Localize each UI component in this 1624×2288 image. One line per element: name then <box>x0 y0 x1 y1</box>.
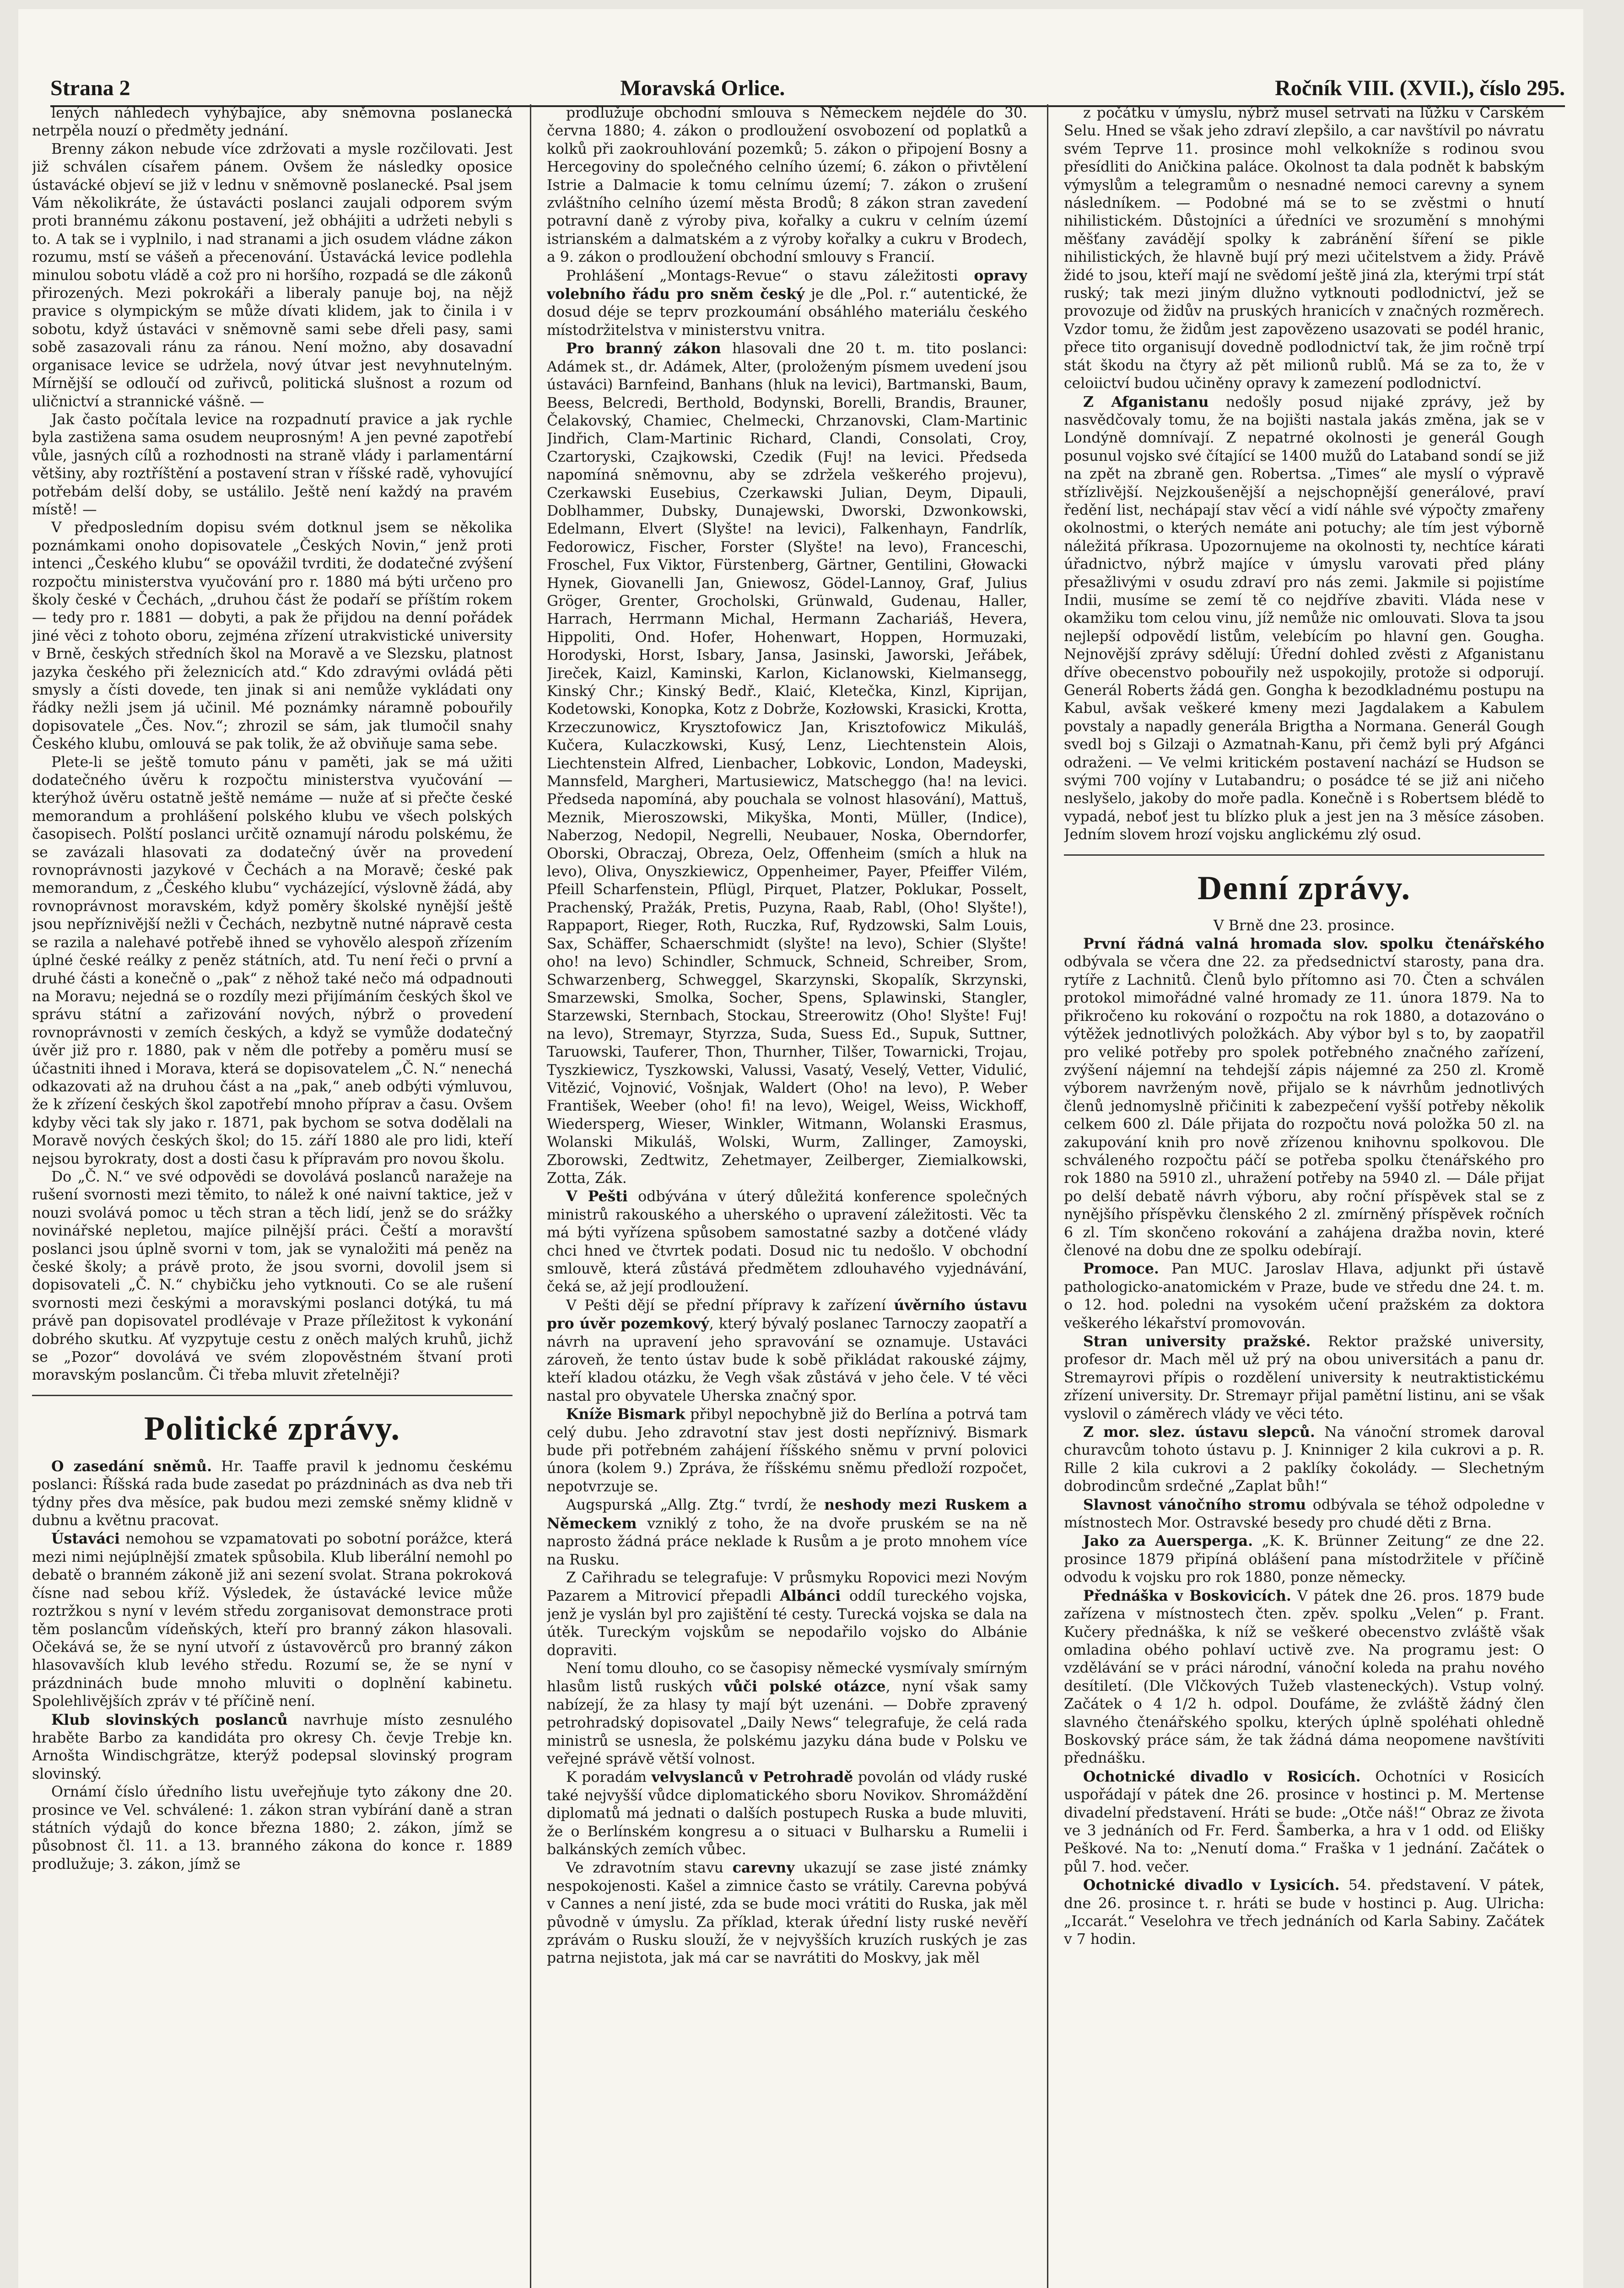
news-body: hlasovali dne 20 t. m. tito poslanci: Adámek st., dr. Adámek, Alter, (proloženým písmem uvedení jsou ústaváci) Barnfeind, Banhans (hluk na levici), Bartmanski, Baum, Beess, Belcredi, Berthold, Bodynski, Borelli, Brandis, Brauner, Čelakovský, Chamiec, Chelmecki, Chrzanovski, Clam-Martinic Jindřich, Clam-Martinic Richard, Clandi, Consolati, Croy, Czartoryski, Czajkowski, Czedik (Fuj! na levici. Předseda napomíná sněmovnu, aby se zdržela veškerého projevu), Czerkawski Eusebius, Czerkawski Julian, Deym, Dipauli, Doblhammer, Dubsky, Dunajewski, Dworski, Dzwonkowski, Edelmann, Elvert (Slyšte! na levici), Falkenhayn, Fandrlík, Fedorowicz, Fischer, Forster (Slyšte! na levo), Franceschi, Froschel, Fux Viktor, Fürstenberg, Gärtner, Gentilini, Głowacki Hynek, Giovanelli Jan, Gniewosz, Gödel-Lannoy, Graf, Julius Gröger, Grenter, Grocholski, Grünwald, Gudenau, Haller, Harrach, Herrmann Michal, Hermann Zachariáš, Hevera, Hippoliti, Ond. Hofer, Hohenwart, Hoppen, Hormuzaki, Horodyski, Horst, Isbary, Jansa, Jasinski, Jaworski, Jeřábek, Jireček, Kaizl, Kaminski, Karlon, Kiclanowski, Kielmansegg, Kinský Chr.; Kinský Bedř., Klaić, Kletečka, Kinzl, Kiprijan, Kodetowski, Konopka, Kotz z Dobrže, Kozłowski, Krasicki, Krotta, Krzeczunowicz, Krysztofowicz Jan, Krisztofowicz Mikuláš, Kučera, Kulaczkowski, Kusý, Lenz, Liechtenstein Alois, Liechtenstein Alfred, Lienbacher, Lobkovic, London, Madeyski, Mannsfeld, Margheri, Martusiewicz, Matscheggo (ha! na levici. Předseda napomíná, aby pouchala se volnost hlasování), Mattuš, Meznik, Mieroszowski, Mikyška, Monti, Müller, (Indice), Naberzog, Nedopil, Negrelli, Neubauer, Noska, Oberndorfer, Oborski, Obraczaj, Obreza, Oelz, Offenheim (smích a hluk na levo), Oliva, Onyszkiewicz, Oppenheimer, Payer, Pfeiffer Vilém, Pfeill Scharfenstein, Pflügl, Pirquet, Platzer, Poklukar, Posselt, Prachenský, Pražák, Pretis, Puzyna, Raab, Rabl, (Oho! Slyšte!), Rappaport, Rieger, Roth, Ruczka, Ruf, Rydzowski, Salm Louis, Sax, Schäffer, Schaerschmidt (slyšte! na levo), Schier (Slyšte! oho! na levo) Schindler, Schmuck, Schneid, Schreiber, Srom, Schwarzenberg, Schweggel, Skarzynski, Skopalík, Skrzynski, Smarzewski, Smolka, Socher, Spens, Splawinski, Stangler, Starzewski, Sternbach, Stockau, Streerowitz (Oho! Slyšte! Fuj! na levo), Stremayr, Styrzza, Suda, Suess Ed., Supuk, Suttner, Taruowski, Tauferer, Thon, Thurnher, Tilšer, Towarnicki, Trojau, Tyszkiewicz, Tyszkowski, Valussi, Vasatý, Veselý, Vetter, Vidulić, Vitězić, Vojnović, Vošnjak, Waldert (Oho! na levo), P. Weber František, Weeber (oho! fi! na levo), Weigel, Weiss, Wickhoff, Wiedersperg, Wieser, Winkler, Witmann, Wolanski Erasmus, Wolanski Mikuláš, Wolski, Wurm, Zallinger, Zamoyski, Zborowski, Zedtwitz, Zehetmayer, Zeilberger, Ziemialkowski, Zotta, Zák. <box>547 340 1027 1187</box>
news-body: 54. představení. V pátek, dne 26. prosince t. r. hráti se bude v hostinci p. Aug. Ulricha: „Iccarát.“ Veselohra ve třech jednáních od Karla Sabiny. Začátek v 7 hodin. <box>1064 1877 1544 1948</box>
news-headline: Promoce. <box>1083 1260 1159 1278</box>
news-body: odbývala se včera dne 22. za předsednictví starosty, pana dra. rytíře z Lachnitů. Členů bylo přítomno asi 70. Čten a schválen protokol mimořádné valné hromady ze 11. února 1879. Na to přikročeno ku rokování o rozpočtu na rok 1880, a dotazováno o výtěžek jednotlivých položkách. Aby výbor byl s to, by zaopatřil pro veliké potřeby pro spolek potřebného značného zařízení, zvýšení nájemní na tehdejší zápis nájemné za 250 zl. Kromě výborem navrženým nově, přijalo se k návrhům jednotlivých členů jednomyslně přičiniti k zabezpečení vyšší potřeby několik celkem 600 zl. Dále přijata do rozpočtu nová položka 50 zl. na zakupování knih pro nově zřízenou knihovnu spolkovou. Dle schváleného rozpočtu páčí se potřeba spolku čtenářského pro rok 1880 na 5910 zl., uhražení potřeby na 5940 zl. — Dále přijat po delší debatě návrh výboru, aby roční příspěvek stal se z nynějšího příspěvku členského 2 zl. zmírněný příspěvek ročních 6 zl. Tím skončeno rokování a zahájena dražba novin, které členové na dobu dne ze spolku odebírají. <box>1064 954 1544 1259</box>
news-headline: V Pešti <box>566 1188 628 1205</box>
news-headline: carevny <box>732 1859 795 1877</box>
news-item <box>1064 1876 1544 1949</box>
news-headline: Albánci <box>780 1587 841 1605</box>
news-headline: O zasedání sněmů. <box>51 1457 212 1475</box>
news-item <box>547 1859 1027 1967</box>
news-item <box>547 1296 1027 1405</box>
page-header <box>50 64 1565 107</box>
news-body: Ve zdravotním stavu <box>566 1860 733 1877</box>
news-item <box>547 1187 1027 1296</box>
news-item <box>547 267 1027 340</box>
section-divider <box>1064 854 1544 856</box>
news-item <box>1064 393 1544 844</box>
article-paragraph: Do „Č. N.“ ve své odpovědi se dovolává poslanců naražeje na rušení svornosti mezi těmito, to nálež k oné naivní taktice, jež v nouzi svolává pomoc u těch stran a těch lidí, jenž se do srážky novinářské nepletou, majíce pilnější práci. Čeští a moravští poslanci jsou úplně svorni v tom, jak se vynaložiti má peněz na české školy; a právě proto, že jsou svorni, dovolil jsem si dopisovateli „Č. N.“ chybičku jeho vytknouti. Co se ale rušení svornosti mezi českými a moravskými poslanci dotýká, tu má právě pan dopisovatel prodlévaje v Praze příležitost k vykonání dobrého skutku. Ať vyzpytuje cestu z oněch malých kruhů, jichž se „Pozor“ dovolává ve svém zlopověstném štvaní proti moravským poslancům. Či třeba mluvit zřetelněji? <box>32 1168 513 1384</box>
news-body: vzniklý z toho, že na dvoře pruském se na ně naprosto žádná práce neklade k Rusům a je proto mnohem více na Rusku. <box>547 1515 1027 1568</box>
news-body: , nyní však samy nabízejí, že za hlasy ty mají být uzenáni. — Dobře zpravený petrohradský dopisovatel „Daily News“ telegrafuje, že celá rada ministrů se usnesla, že polskému jazyku dána bude v Polsku ve veřejné správě větší volnost. <box>547 1678 1027 1767</box>
news-headline: Ochotnické divadlo v Lysicích. <box>1083 1877 1340 1894</box>
column-rule <box>530 104 531 2288</box>
news-headline: Z mor. slez. ústavu slepců. <box>1083 1424 1315 1441</box>
news-body: Augspurská „Allg. Ztg.“ tvrdí, že <box>566 1497 825 1514</box>
news-body: Na vánoční stromek daroval churavcům tohoto ústavu p. J. Kninniger 2 kila cukrovi a p. R. Rille 2 kila cukrovi a 2 paklíky čokolády. — Slechetným dobrodincům srdečné „Zaplat bůh!“ <box>1064 1424 1544 1495</box>
news-item: z počátku v úmyslu, nýbrž musel setrvati na lůžku v Carském Selu. Hned se však jeho zdraví zlepšilo, a car navštívil po návratu svém Teprve 11. prosince mohl velkokníže s rodinou svou přesídliti do Aničkina paláce. Okolnost ta dala podnět k babským výmyslům a telegramům o nesnadné nemoci carevny a synem následníkem. — Podobné má se to se zvěstmi o hnutí nihilistickém. Důstojníci a úředníci ve srozumění s mnohými měšťany zavádějí spolky k zabránění šíření se pikle nihilistických, že hlavně bují prý mezi učitelstvem a židy. Právě židé to jsou, kteří mají ne svědomí ještě jiná zla, kterými trpí stát ruský; tak mezi jiným dlužno vytknouti podlodnictví, jež se provozuje od židův na pruských hranicích v značných rozměrech. Vzdor tomu, že židům jest zapovězeno usazovati se podél hranic, přece tito organisují dovedně podlodnictví tak, že jim ročně trpí stát škodu na čtyry až pět milionů rublů. Má se za to, že v celoiictví budou učiněny opravy k zamezení podlodnictví. <box>1064 105 1544 392</box>
column-3 <box>1064 104 1544 2288</box>
news-item <box>547 1660 1027 1768</box>
article-paragraph: Jak často počítala levice na rozpadnutí pravice a jak rychle byla zastižena sama osudem neuprosným! A jen pevné zapotřebí vůle, jasných cílů a rozhodnosti na straně vlády i parlamentární většiny, aby roztříštění a postavení stran v říšské radě, vyhovující potřebám delší doby, se ustálilo. Ještě není každý na pravém místě! — <box>32 411 513 518</box>
page-number: Strana 2 <box>50 76 130 100</box>
news-headline: Ochotnické divadlo v Rosicích. <box>1083 1768 1361 1785</box>
news-body: K poradám <box>566 1769 652 1786</box>
news-item <box>1064 1496 1544 1533</box>
news-headline: vůči polské otázce <box>724 1678 886 1695</box>
section-heading-politicke: Politické zprávy. <box>144 1409 401 1447</box>
news-item: prodlužuje obchodní smlouva s Německem nejdéle do 30. června 1880; 4. zákon o prodloužení osvobození od poplatků a kolků při zaokrouhlování pozemků; 5. zákon o připojení Bosny a Hercegoviny do společného celního území; 6. zákon o přivtělení Istrie a Dalmacie k tomu celnímu území; 7. zákon o zrušení zvláštního celního území města Brodů; 8 zákon stran zavedení potravní daně z výroby piva, kořalky a cukru v celním území istrianském a dalmatském a z výroby kořalky a cukru v Brodech, a 9. zákon o prodloužení obchodní smlouvy s Francií. <box>547 105 1027 266</box>
dateline: V Brně dne 23. prosince. <box>1213 917 1395 934</box>
news-body: odbývala se téhož odpoledne v místnostech Mor. Ostravské besedy pro chudé děti z Brna. <box>1064 1496 1544 1532</box>
news-body: nedošly posud nijaké zprávy, jež by nasvědčovaly tomu, že na bojišti nastala jakás změna, jak se v Londýně domnívají. Z nepatrné okolnosti je generál Gough posunul vojsko své čítající se 1400 mužů do Lataband sondí se již na zpět na zbraně gen. Robertsa. „Times“ ale myslí o výpravě střízlivější. Nejzkoušenější a nejschopnější generálové, praví ředění list, nechápají stav věcí a vidí náhle své výpočty zmařeny okolnostmi, o kterých nemáte ani potuchy; ale tím jest výborně náležitá příkrasa. Upozornujeme na okolnosti ty, nechtíce kárati úřadnictvo, nýbrž majíce v úmyslu varovati před plány přesažlivými v osudu zdraví pro nás zemi. Jakmile si pojistíme Indii, musíme se zemí tě co nejdříve zbaviti. Vláda nese v okamžiku tom celou vinu, jíž nemůže nic omlouvati. Slova ta jsou nejlepší odpovědí listům, velebícím po hlavní gen. Gougha. Nejnovější zprávy sdělují: Úřední dohled zvěsti z Afganistanu dříve obecenstvo pobouřily než uspokojily, protože si odporují. Generál Roberts žádá gen. Gongha k bezodkladnému postupu na Kabul, avšak veškeré kmeny mezi Jagdalakem a Kabulem povstaly a napadly generála Brigtha a Normana. Generál Gough svedl boj s Gilzaji o Azmatnah-Kanu, při čemž byli prý Afgánci odraženi. — Ve velmi kritickém postavení nachází se Hudson se svými 700 vojíny v Lutabandru; o posádce té se již ani ničeho neslyšelo, jakoby do moře padla. Konečně i s Robertsem blédě to vypadá, neboť jest tu blízko pluk a jest jen na 3 měsíce zásoben. Jedním slovem hrozí vojsku anglickému zlý osud. <box>1064 394 1544 843</box>
section-divider <box>32 1395 513 1396</box>
news-body: Ochotníci v Rosicích uspořádají v pátek dne 26. prosince v hostinci p. M. Mertense divadelní představení. Hráti se bude: „Otče náš!“ Obraz ze života ve 3 jednáních od Fr. Ferd. Šamberka, a hra v 1 odd. od Elišky Peškové. Na to: „Nenutí doma.“ Fraška v 1 jednání. Začátek o půl 7. hod. večer. <box>1064 1768 1544 1875</box>
news-item <box>547 1496 1027 1569</box>
news-headline: Jako za Auerspergа. <box>1083 1533 1253 1550</box>
news-item <box>1064 1532 1544 1586</box>
news-item <box>1064 1587 1544 1768</box>
news-body: , který bývalý poslanec Tarnoczy zaopatří a návrh na upravení jeho spravování se oznamuje. Ustaváci zároveň, že tento ústav bude k sobě přikládat rakouské zájmy, kteří kladou otázku, že Vegh však zůstává v jeho čele. V té věci nastal pro obyvatele Uherska značný spor. <box>547 1316 1027 1404</box>
news-body: Není tomu dlouho, co se časopisy německé vysmívaly smírným hlasům listů ruských <box>547 1660 1027 1695</box>
news-headline: Přednáška v Boskovicích. <box>1083 1587 1291 1604</box>
column-2 <box>547 104 1027 2288</box>
news-headline: neshody mezi Ruskem a Německem <box>547 1496 1027 1532</box>
news-item <box>547 1405 1027 1496</box>
news-body: Z Cařihradu se telegrafuje: V průsmyku Ropovici mezi Novým Pazarem a Mitrovicí přepadli <box>547 1569 1027 1605</box>
news-item <box>547 1768 1027 1859</box>
article-paragraph: V předposledním dopisu svém dotknul jsem se několika poznámkami onoho dopisovatele „Českých Novin,“ jenž proti intenci „Českého klubu“ se opovážil tvrditi, že dodatečné zvýšení rozpočtu ministerstva vyučování pro r. 1880 má býti určeno pro školy české v Čechách, „druhou část že podaří se příštím rokem — tedy pro r. 1881 — dobyti, a pak že přijdou na denní pořádek jiné věci z tohoto oboru, zejména zřízení utrakvistické university v Brně, českých středních škol na Moravě a ve Slezsku, platnost jazyka českého při železnicích atd.“ Kdo zdravými ovládá pěti smysly a čísti dovede, ten jinak si ani nemůže vykládati ony řádky nežli jsem já učinil. Mé poznámky náramně pobouřily dopisovatele „Čes. Nov.“; zhrozil se sám, jak tlumočil snahy Českého klubu, omlouvá se pak tolik, že až obviňuje sama sebe. <box>32 519 513 753</box>
news-headline: První řádná valná hromada slov. spolku čtenářského <box>1083 935 1544 953</box>
news-item <box>1064 1333 1544 1423</box>
news-item <box>547 340 1027 1187</box>
news-body: navrhuje místo zesnulého hraběte Barbo za kandidáta pro okresy Ch. čevje Trebje kn. Arnošta Windischgrätze, kterýž podepsal slovinský program slovinský. <box>32 1711 513 1782</box>
news-body: „K. K. Brünner Zeitung“ ze dne 22. prosince 1879 připíná oblášení pana místodržitele v příčině odvodu k vojsku pro rok 1880, ponze německy. <box>1064 1533 1544 1586</box>
news-body: nemohou se vzpamatovati po sobotní porážce, která mezi nimi nejúplnější zmatek spůsobila. Klub liberální nemohl po debatě o branném zákoně již ani sezení svolat. Strana pokroková čísne nad sebou kříž. Výsledek, že ústavácké levice může roztržkou s nyní v levém středu zorganisovat demonstrace proti těm poslancům vídeňských, kteří pro branný zákon hlasovali. Očekává se, že se nyní utvoří z ústavověrců pro branný zákon hlasovavších klub levého středu. Rozumí se, že se nyní v prázdninách bude mnoho mluviti o doplnění kabinetu. Spolehlivějších zpráv v té příčině není. <box>32 1531 513 1710</box>
news-headline: Stran university pražské. <box>1083 1333 1311 1350</box>
article-paragraph: lených náhledech vyhýbajíce, aby sněmovna poslanecká netrpěla nouzí o předměty jednání. <box>32 105 513 140</box>
column-1 <box>32 104 513 2288</box>
news-headline: Kníže Bismark <box>566 1406 685 1423</box>
news-item <box>1064 1423 1544 1496</box>
news-headline: velvyslanců v Petrohradě <box>651 1769 853 1786</box>
news-body: přibyl nepochybně již do Berlína a potrvá tam celý dubu. Jeho zdravotní stav jest dosti nepříznivý. Bismark bude při potřebném zahájení říšského sněmu v první polovici února (kolem 9.) Zpráva, že říšskému sněmu předloží rozpočet, nepotvrzuje se. <box>547 1406 1027 1495</box>
news-headline: úvěrního ústavu pro úvěr pozemkový <box>547 1296 1027 1333</box>
news-body: povolán od vlády ruské také nejvyšší vůdce diplomatického sboru Novikov. Shromáždění diplomatů má jednati o dalších postupech Ruska a bude mluviti, že o Berlínském kongresu a o situaci v Bulharsku a Rumelii i balkánských zemích vůbec. <box>547 1769 1027 1858</box>
news-body: ukazují se zase jisté známky nespokojenosti. Kašel a zimnice často se vrátily. Carevna pobývá v Cannes a není jisté, zda se bude moci vrátiti do Ruska, jak měl původně v úmyslu. Za příklad, kterak úřední listy ruské nevěří zprávám o Rusku slouží, že v nejvyšších kruzích ruských je zas patrna nejistota, jak má car se navrátiti do Moskvy, jak měl <box>547 1860 1027 1967</box>
news-item <box>32 1530 513 1711</box>
news-body: V pátek dne 26. pros. 1879 bude zařízena v místnostech čten. zpěv. spolku „Velen“ p. Frant. Kučery přednáška, k níž se veškeré obecenstvo zvláště však omladina obého pohlaví uctivě zve. Na programu jest: O vzdělávání se v práci národní, vánoční koleda na prahu nového desítiletí. (Dle Vlčkových Tužeb vlasteneckých). Vstup volný. Začátek o 4 1/2 h. odpol. Doufáme, že zvláště žádný člen slavného čtenářského spolku, kterých úplně spoléhati ohledně Boskovský práce sám, že tak žádná dáma neopomene navštíviti přednášku. <box>1064 1587 1544 1767</box>
news-headline: Z Afganistanu <box>1083 393 1209 410</box>
news-body: V Pešti dějí se přední přípravy k zařízení <box>566 1297 894 1314</box>
news-item <box>32 1711 513 1784</box>
column-rule <box>1047 104 1048 2288</box>
news-headline: Klub slovinských poslanců <box>51 1711 288 1728</box>
issue-number: Ročník VIII. (XVII.), číslo 295. <box>1275 76 1565 100</box>
news-item <box>547 1569 1027 1660</box>
news-headline: opravy volebního řádu pro sněm český <box>547 267 1027 303</box>
news-item <box>1064 935 1544 1260</box>
masthead-title: Moravská Orlice. <box>620 76 785 100</box>
news-item <box>1064 1260 1544 1333</box>
news-headline: Slavnost vánočního stromu <box>1083 1496 1306 1513</box>
news-body: Hr. Taaffe pravil k jednomu českému poslanci: Říšská rada bude zasedat po prázdninách as dva neb tři týdny přes dva měsíce, pak budou mezi zemské sněmy klidně v dubnu a květnu pracovat. <box>32 1458 513 1529</box>
news-body: oddíl tureckého vojska, jenž je vyslán byl pro zajištění té cesty. Turecká vojska se dala na útěk. Tureckým vojskům se nepodařilo vojsko do Albánie dopraviti. <box>547 1588 1027 1659</box>
section-heading-denni: Denní zprávy. <box>1198 869 1411 907</box>
article-paragraph: Plete-li se ještě tomuto pánu v paměti, jak se má užiti dodatečného úvěru k rozpočtu ministerstva vyučování — kterýhož úvěru ostatně ještě nemáme — nuže ať si přečte české memorandum a prohlášení polského klubu ve všech polských časopisech. Polští poslanci určitě oznamují národu polskému, že se zavázali hlasovati za dodatečný úvěr na provedení rovnoprávnosti jazykové v Čechách a na Moravě; české pak memorandum, z „Českého klubu“ vycházející, výslovně žádá, aby rovnoprávnost moravském, když poměry školské nynější ještě jsou nepříznivější nežli v Čechách, nezbytně nutné nápravě cesta se razila a nalehavé potřebě ihned se vyhovělo alespoň zřízením úplné české reálky z peněz státních, atd. Tu není řeči o první a druhé části a konečně o „pak“ z něhož také nečo má odpadnouti na Moravu; nejedná se o rozdíly mezi přijímáním českých škol ve správu státní a zařizování nových, nýbrž o provedení rovnoprávnosti v zemích českých, a když se vymůže dodatečný úvěr již pro r. 1880, pak v něm dle potřeby a poměru musí se účastniti ihned i Morava, která se dopisovatelem „Č. N.“ nenechá odkazovati až na druhou část a na „pak,“ aneb odbýti výmluvou, že k zřízení českých škol zapotřebí mnoho příprav a času. Ovšem kdyby věci tak sly jako r. 1871, pak bychom se sotva dodělali na Moravě nových českých škol; do 15. září 1880 ale pro lidi, kteří nejsou byrokraty, dost a dosti času k přípravám pro novou školu. <box>32 754 513 1167</box>
news-item: Ornámí číslo úředního listu uveřejňuje tyto zákony dne 20. prosince ve Vel. schválené: 1. zákon stran vybírání daně a stran státních výdajů do konce března 1880; 2. zákon, jímž se působnost čl. 11. a 13. branného zákona do konce r. 1889 prodlužuje; 3. zákon, jímž se <box>32 1784 513 1872</box>
news-body: Prohlášení „Montags-Revue“ o stavu záležitosti <box>566 267 974 284</box>
news-body: Rektor pražské university, profesor dr. Mach měl už prý na obou universitách a panu dr. Stremayrovi přípis o rozdělení university k neutraktistickému zřízení university. Dr. Stremayr přijal pamětní listinu, ani se však vyslovil o záměrech vlády ve věci této. <box>1064 1333 1544 1422</box>
news-item <box>32 1457 513 1530</box>
news-body: Pan MUC. Jaroslav Hlava, adjunkt při ústavě pathologicko-anatomickém v Praze, bude ve středu dne 24. t. m. o 12. hod. poledni na vysokém učení pražském za doktora veškerého lékařství promovován. <box>1064 1261 1544 1332</box>
news-item <box>1064 1768 1544 1876</box>
news-body: je dle „Pol. r.“ autentické, že dosud déje se teprv prozkoumání obsáhlého materiálu českého místodržitelstva v ministerstvu vnitra. <box>547 286 1027 339</box>
news-body: odbývána v úterý důležitá konference společných ministrů rakouského a uherského o upravení záležitosti. Věc ta má býti vyřízena spůsobem samostatné sazby a dotčené vlády chci hned ve čtvrtek podati. Dosud nic tu nedošlo. V obchodní smlouvě, která zůstává předmětem zdlouhavého vyjednávání, čeká se, až její prodloužení. <box>547 1188 1027 1295</box>
news-headline: Ústaváci <box>51 1530 120 1548</box>
article-paragraph: Brenny zákon nebude více zdržovati a mysle rozčilovati. Jest již schválen císařem pánem. Ovšem že následky oposice ústavácké objeví se již v lednu v sněmovně poslanecké. Psal jsem Vám několikráte, že ústavácti poslanci zaujali odporem svým proti brannému zákonu postavení, jež obhájiti a udržeti nebyli s to. A tak se i vyplnilo, i nad stranami a jich osudem vládne zákon rozumu, mstí se vášeň a přecenování. Ústavácká levice podlehla minulou sobotu vládě a což pro ni horšího, rozpadá se dle zákonů přirozených. Mezi pokrokáři a liberaly panuje boj, na nějž pravice s olympickým se může dívati klidem, jak to činila i v sobotu, když ústaváci v sněmovně sami sebe dřeli pasy, sami sobě zasazovali ránu za ránou. Není možno, aby dosavadní organisace levice se udržela, nový útvar jest nevyhnutelným. Mírnější se odloučí od zuřivců, politická slušnost a rozum od uličnictví a strannické vášně. — <box>32 140 513 410</box>
news-headline: Pro branný zákon <box>566 340 721 357</box>
